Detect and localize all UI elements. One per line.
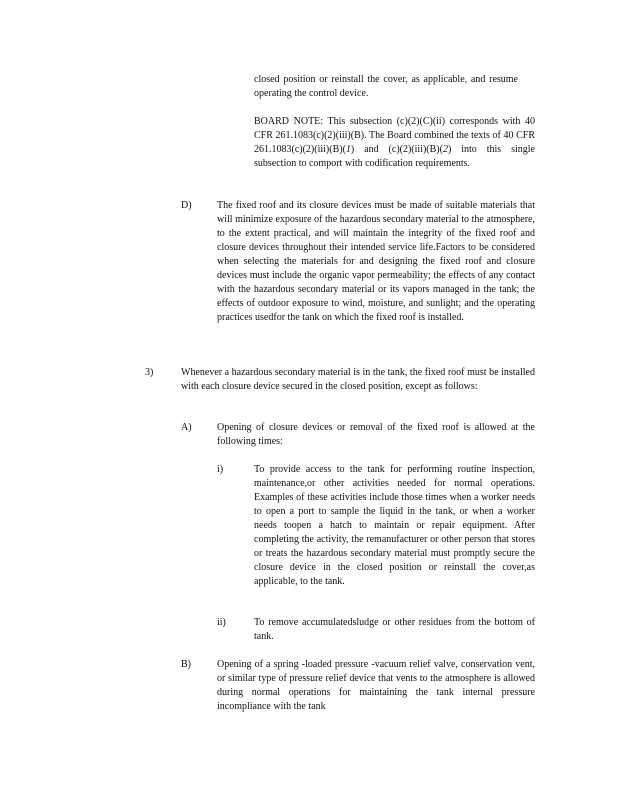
continued-paragraph: closed position or reinstall the cover, as applicable, and resume operating the control device. (254, 74, 518, 99)
item-b-label: B) (181, 659, 191, 670)
item-a-label: A) (181, 422, 192, 433)
item-d-label: D) (181, 200, 192, 211)
item-ii-text: To remove accumulatedsludge or other residues from the bottom of tank. (254, 617, 535, 642)
board-note (254, 115, 535, 171)
item-3-label: 3) (145, 367, 154, 378)
board-note-text-end: ) into this single subsection to comport with codification requirements. (254, 144, 535, 169)
board-note-text-mid: ) and (c)(2)(iii)(B)( (350, 144, 443, 155)
board-note-italic-1: 1 (345, 144, 351, 155)
board-note-text-start: BOARD NOTE: This subsection (c)(2)(C)(ii) corresponds with 40 CFR 261.1083(c)(2)(iii)(B). The Board combined the texts of 40 CFR 261.1083(c)(2)(iii)(B)( (254, 116, 535, 155)
item-3-text: Whenever a hazardous secondary material is in the tank, the fixed roof must be installed with each closure device secured in the closed position, except as follows: (181, 367, 535, 392)
item-d-text: The fixed roof and its closure devices must be made of suitable materials that will minimize exposure of the hazardous secondary material to the atmosphere, to the extent practical, and will maintain the integrity of the fixed roof and closure devices throughout their intended service life.Factors to be considered when selecting the materials for and designing the fixed roof and closure devices must include the organic vapor permeability; the effects of any contact with the hazardous secondary material or its vapors managed in the tank; the effects of outdoor exposure to wind, moisture, and sunlight; and the operating practices usedfor the tank on which the fixed roof is installed. (217, 200, 535, 323)
item-a-text: Opening of closure devices or removal of the fixed roof is allowed at the following times: (217, 422, 535, 447)
item-i-label: i) (217, 464, 224, 475)
item-ii-label: ii) (217, 617, 226, 628)
item-b-text: Opening of a spring -loaded pressure -vacuum relief valve, conservation vent, or similar type of pressure relief device that vents to the atmosphere is allowed during normal operations for maintaining the tank internal pressure incompliance with the tank (217, 659, 535, 712)
item-i-text: To provide access to the tank for performing routine inspection, maintenance,or other activities needed for normal operations. Examples of these activities include those times when a worker needs to open a port to sample the liquid in the tank, or when a worker needs toopen a hatch to maintain or repair equipment. After completing the activity, the remanufacturer or other person that stores or treats the hazardous secondary material must promptly secure the closure device in the closed position or reinstall the cover,as applicable, to the tank. (254, 464, 535, 587)
board-note-italic-2: 2 (442, 144, 448, 155)
